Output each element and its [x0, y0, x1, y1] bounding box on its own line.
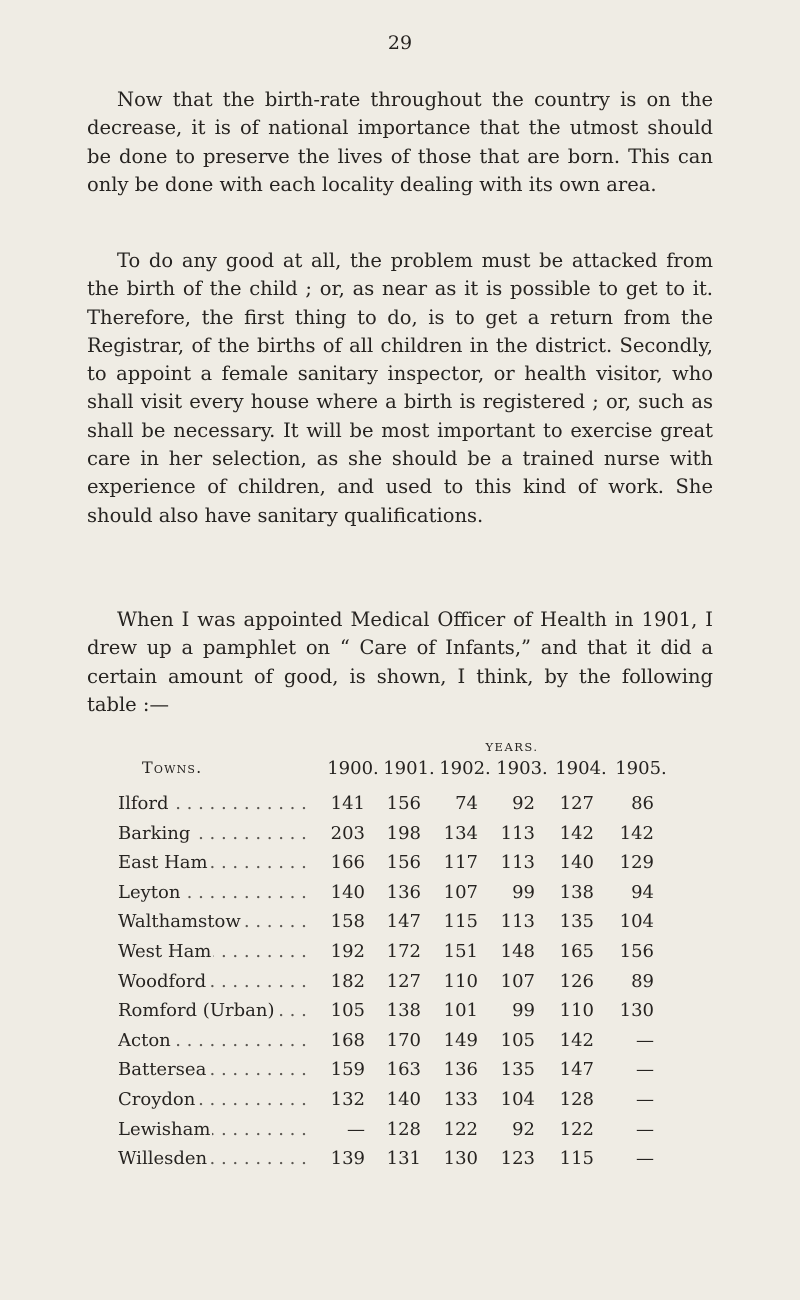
- value-cell: 138: [386, 1000, 421, 1022]
- value-cell: 128: [386, 1118, 421, 1140]
- table-row: [0, 823, 800, 853]
- year-header: 1905.: [615, 758, 667, 779]
- town-cell: [118, 911, 314, 932]
- value-cell: 165: [559, 940, 594, 962]
- value-cell: —: [636, 1088, 654, 1110]
- value-cell: 130: [443, 1148, 478, 1170]
- value-cell: 86: [631, 793, 654, 814]
- value-cell: 170: [386, 1029, 421, 1051]
- value-cell: 104: [619, 911, 654, 933]
- table-row: [0, 1000, 800, 1030]
- town-name: Barking: [118, 822, 191, 844]
- town-name: Battersea: [118, 1059, 207, 1081]
- value-cell: 166: [330, 852, 365, 874]
- table-row: [0, 911, 800, 941]
- value-cell: 139: [330, 1148, 365, 1170]
- value-cell: 110: [559, 1000, 594, 1022]
- town-cell: [118, 1030, 314, 1051]
- town-name: Acton: [118, 1029, 171, 1051]
- table-header: [0, 758, 800, 784]
- table-row: [0, 1089, 800, 1119]
- town-cell: [118, 823, 314, 844]
- paragraph-birth-rate: [87, 86, 713, 199]
- value-cell: 140: [330, 881, 365, 903]
- value-cell: 134: [443, 822, 478, 844]
- value-cell: 92: [512, 793, 535, 814]
- table-row: [0, 1030, 800, 1060]
- value-cell: 92: [512, 1118, 535, 1140]
- paragraph-text: Now that the birth-rate throughout the country is on the decrease, it is of national importance that the utmost should be done to preserve the lives of those that are born. This can only be done with each locality dealing with its own area.: [87, 88, 713, 196]
- town-name: Ilford: [118, 793, 169, 814]
- value-cell: 140: [386, 1088, 421, 1110]
- value-cell: 131: [386, 1148, 421, 1170]
- year-header: 1901.: [383, 758, 435, 779]
- town-name: Croydon: [118, 1088, 196, 1110]
- value-cell: 105: [330, 1000, 365, 1022]
- town-cell: [118, 1148, 314, 1169]
- value-cell: 104: [500, 1088, 535, 1110]
- town-name: Lewisham: [118, 1118, 211, 1140]
- value-cell: —: [636, 1059, 654, 1081]
- year-header: 1903.: [496, 758, 548, 779]
- paragraph-text: When I was appointed Medical Officer of Health in 1901, I drew up a pamphlet on “ Care of Infants,” and that it did a certain amount of good, is shown, I think, by the following table :—: [87, 608, 713, 716]
- value-cell: 123: [500, 1148, 535, 1170]
- value-cell: 140: [559, 852, 594, 874]
- value-cell: 135: [559, 911, 594, 933]
- value-cell: 135: [500, 1059, 535, 1081]
- value-cell: 126: [559, 970, 594, 992]
- value-cell: 142: [559, 822, 594, 844]
- town-name: East Ham: [118, 852, 208, 874]
- table-row: [0, 971, 800, 1001]
- value-cell: 136: [443, 1059, 478, 1081]
- towns-column-header: Towns.: [142, 758, 203, 777]
- value-cell: 147: [559, 1059, 594, 1081]
- years-label: YEARS.: [485, 740, 539, 754]
- town-name: West Ham: [118, 940, 212, 962]
- table-row: [0, 852, 800, 882]
- value-cell: 156: [386, 852, 421, 874]
- table-row: [0, 1119, 800, 1149]
- value-cell: 142: [559, 1029, 594, 1051]
- value-cell: 136: [386, 881, 421, 903]
- town-cell: [118, 941, 314, 962]
- town-name: Romford (Urban): [118, 1000, 275, 1022]
- paragraph-pamphlet: [87, 606, 713, 719]
- table-row: [0, 941, 800, 971]
- town-name: Walthamstow: [118, 911, 241, 933]
- value-cell: 138: [559, 881, 594, 903]
- value-cell: —: [636, 1029, 654, 1051]
- town-cell: [118, 882, 314, 903]
- value-cell: 182: [330, 970, 365, 992]
- value-cell: 163: [386, 1059, 421, 1081]
- value-cell: —: [636, 1148, 654, 1170]
- page-number: 29: [387, 32, 413, 54]
- town-cell: [118, 1059, 314, 1080]
- value-cell: 172: [386, 940, 421, 962]
- value-cell: 99: [512, 1000, 535, 1022]
- value-cell: 127: [386, 970, 421, 992]
- value-cell: 149: [443, 1029, 478, 1051]
- value-cell: 148: [500, 940, 535, 962]
- value-cell: 203: [330, 822, 365, 844]
- value-cell: 168: [330, 1029, 365, 1051]
- value-cell: 122: [443, 1118, 478, 1140]
- value-cell: 142: [619, 822, 654, 844]
- year-header: 1900.: [327, 758, 379, 779]
- value-cell: 141: [330, 793, 365, 814]
- year-header: 1904.: [555, 758, 607, 779]
- table-row: [0, 1148, 800, 1178]
- paragraph-problem: [87, 247, 713, 530]
- value-cell: 158: [330, 911, 365, 933]
- value-cell: 132: [330, 1088, 365, 1110]
- value-cell: 115: [443, 911, 478, 933]
- value-cell: 113: [500, 822, 535, 844]
- value-cell: 127: [559, 793, 594, 814]
- value-cell: 110: [443, 970, 478, 992]
- value-cell: 133: [443, 1088, 478, 1110]
- value-cell: —: [636, 1118, 654, 1140]
- value-cell: 115: [559, 1148, 594, 1170]
- value-cell: 107: [443, 881, 478, 903]
- town-cell: [118, 971, 314, 992]
- value-cell: 101: [443, 1000, 478, 1022]
- value-cell: 105: [500, 1029, 535, 1051]
- value-cell: 147: [386, 911, 421, 933]
- town-name: Leyton: [118, 881, 181, 903]
- table-row: [0, 793, 800, 823]
- value-cell: 113: [500, 911, 535, 933]
- table-row: [0, 882, 800, 912]
- value-cell: 117: [443, 852, 478, 874]
- value-cell: 198: [386, 822, 421, 844]
- value-cell: 129: [619, 852, 654, 874]
- town-name: Willesden: [118, 1148, 208, 1170]
- value-cell: 99: [512, 881, 535, 903]
- value-cell: 130: [619, 1000, 654, 1022]
- value-cell: 113: [500, 852, 535, 874]
- value-cell: 89: [631, 970, 654, 992]
- value-cell: 156: [386, 793, 421, 814]
- value-cell: 192: [330, 940, 365, 962]
- value-cell: 159: [330, 1059, 365, 1081]
- value-cell: 107: [500, 970, 535, 992]
- table-row: [0, 1059, 800, 1089]
- births-table: [0, 793, 800, 1178]
- value-cell: 74: [455, 793, 478, 814]
- value-cell: —: [347, 1118, 365, 1140]
- town-cell: [118, 793, 314, 814]
- paragraph-text: To do any good at all, the problem must be attacked from the birth of the child ; or, as near as it is possible to get to it. Therefore, the first thing to do, is to get a return from the Registrar, of the births of all children in the district. Secondly, to appoint a female sanitary inspector, or health visitor, who shall visit every house where a birth is registered ; or, such as shall be necessary. It will be most important to exercise great care in her selection, as she should be a trained nurse with experience of children, and used to this kind of work. She should also have sanitary qualifications.: [87, 249, 713, 527]
- value-cell: 128: [559, 1088, 594, 1110]
- town-name: Woodford: [118, 970, 207, 992]
- value-cell: 122: [559, 1118, 594, 1140]
- town-cell: [118, 1119, 314, 1140]
- value-cell: 156: [619, 940, 654, 962]
- town-cell: [118, 1000, 314, 1021]
- value-cell: 94: [631, 881, 654, 903]
- town-cell: [118, 1089, 314, 1110]
- year-header: 1902.: [439, 758, 491, 779]
- value-cell: 151: [443, 940, 478, 962]
- town-cell: [118, 852, 314, 873]
